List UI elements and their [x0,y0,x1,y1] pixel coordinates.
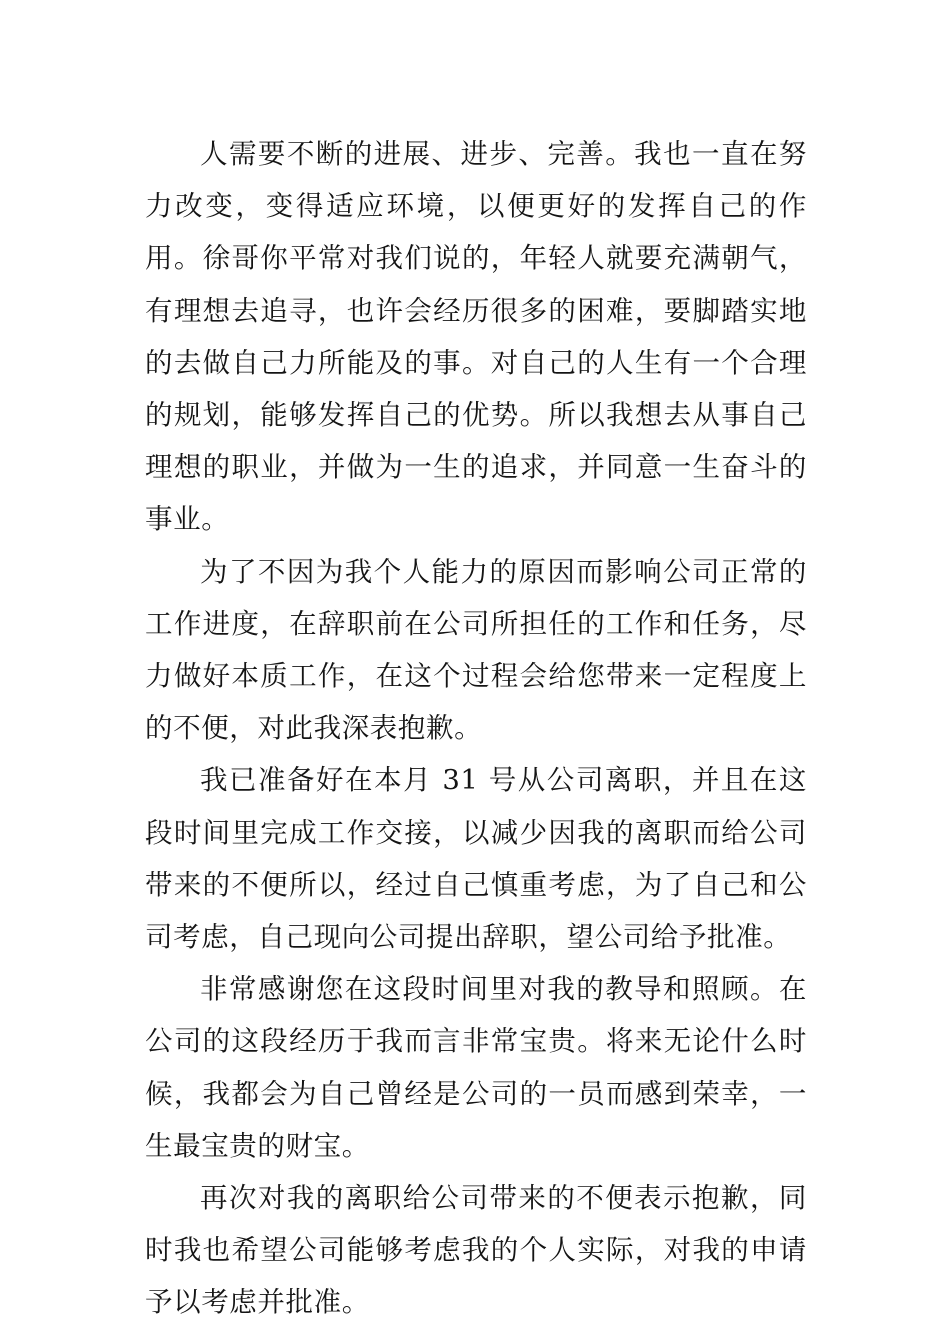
paragraph-resignation-date: 我已准备好在本月 31 号从公司离职，并且在这段时间里完成工作交接，以减少因我的离职而给公司带来的不便所以，经过自己慎重考虑，为了自己和公司考虑，自己现向公司提出辞职，望公司给予批准。 [145,764,807,954]
paragraph-thanks: 非常感谢您在这段时间里对我的教导和照顾。在公司的这段经历于我而言非常宝贵。将来无论什么时候，我都会为自己曾经是公司的一员而感到荣幸，一生最宝贵的财宝。 [145,973,807,1162]
paragraph-apology-inconvenience: 为了不因为我个人能力的原因而影响公司正常的工作进度，在辞职前在公司所担任的工作和任务，尽力做好本质工作，在这个过程会给您带来一定程度上的不便，对此我深表抱歉。 [145,555,807,745]
paragraph-closing: 再次对我的离职给公司带来的不便表示抱歉，同时我也希望公司能够考虑我的个人实际，对我的申请予以考虑并批准。 [145,1182,807,1319]
document-body [145,128,807,1329]
paragraph-growth: 人需要不断的进展、进步、完善。我也一直在努力改变，变得适应环境，以便更好的发挥自己的作用。徐哥你平常对我们说的，年轻人就要充满朝气，有理想去追寻，也许会经历很多的困难，要脚踏实地的去做自己力所能及的事。对自己的人生有一个合理的规划，能够发挥自己的优势。所以我想去从事自己理想的职业，并做为一生的追求，并同意一生奋斗的事业。 [145,138,807,536]
